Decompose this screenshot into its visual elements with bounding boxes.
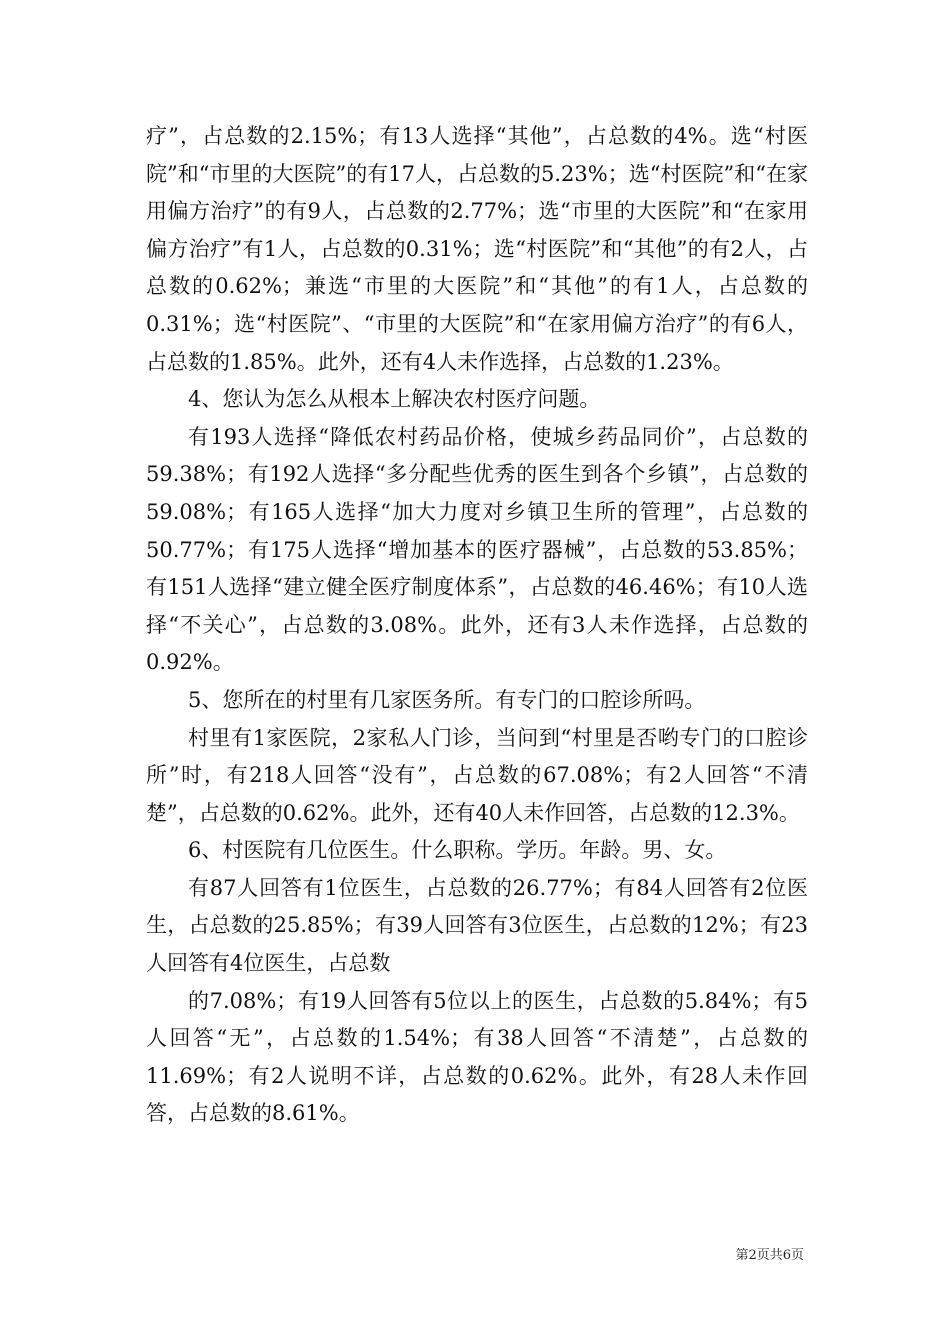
- question-5-answer: 村里有1家医院，2家私人门诊，当问到“村里是否哟专门的口腔诊所”时，有218人回答“没有”，占总数的67.08%；有2人回答“不清楚”，占总数的0.62%。此外，还有40人未作回答，占总数的12.3%。: [146, 725, 808, 825]
- page-number-footer: 第2页共6页: [735, 1248, 804, 1263]
- paragraph-1: 疗”，占总数的2.15%；有13人选择“其他”，占总数的4%。选“村医院”和“市里的大医院”的有17人，占总数的5.23%；选“村医院”和“在家用偏方治疗”的有9人，占总数的2.77%；选“市里的大医院”和“在家用偏方治疗”有1人，占总数的0.31%；选“村医院”和“其他”的有2人，占总数的0.62%；兼选“市里的大医院”和“其他”的有1人，占总数的0.31%；选“村医院”、“市里的大医院”和“在家用偏方治疗”的有6人，占总数的1.85%。此外，还有4人未作选择，占总数的1.23%。: [146, 124, 808, 374]
- document-body: [146, 118, 808, 1133]
- question-6-answer-part-1: 有87人回答有1位医生，占总数的26.77%；有84人回答有2位医生，占总数的25.85%；有39人回答有3位医生，占总数的12%；有23人回答有4位医生，占总数: [146, 875, 808, 976]
- question-4-heading: 4、您认为怎么从根本上解决农村医疗问题。: [188, 387, 601, 412]
- question-6-heading: 6、村医院有几位医生。什么职称。学历。年龄。男、女。: [188, 838, 727, 863]
- question-4-answer: 有193人选择“降低农村药品价格，使城乡药品同价”，占总数的59.38%；有192人选择“多分配些优秀的医生到各个乡镇”，占总数的59.08%；有165人选择“加大力度对乡镇卫生所的管理”，占总数的50.77%；有175人选择“增加基本的医疗器械”，占总数的53.85%；有151人选择“建立健全医疗制度体系”，占总数的46.46%；有10人选择“不关心”，占总数的3.08%。此外，还有3人未作选择，占总数的0.92%。: [146, 424, 808, 675]
- question-6-answer-part-2: 的7.08%；有19人回答有5位以上的医生，占总数的5.84%；有5人回答“无”，占总数的1.54%；有38人回答“不清楚”，占总数的11.69%；有2人说明不详，占总数的0.62%。此外，有28人未作回答，占总数的8.61%。: [146, 988, 808, 1126]
- question-5-heading: 5、您所在的村里有几家医务所。有专门的口腔诊所吗。: [188, 687, 706, 712]
